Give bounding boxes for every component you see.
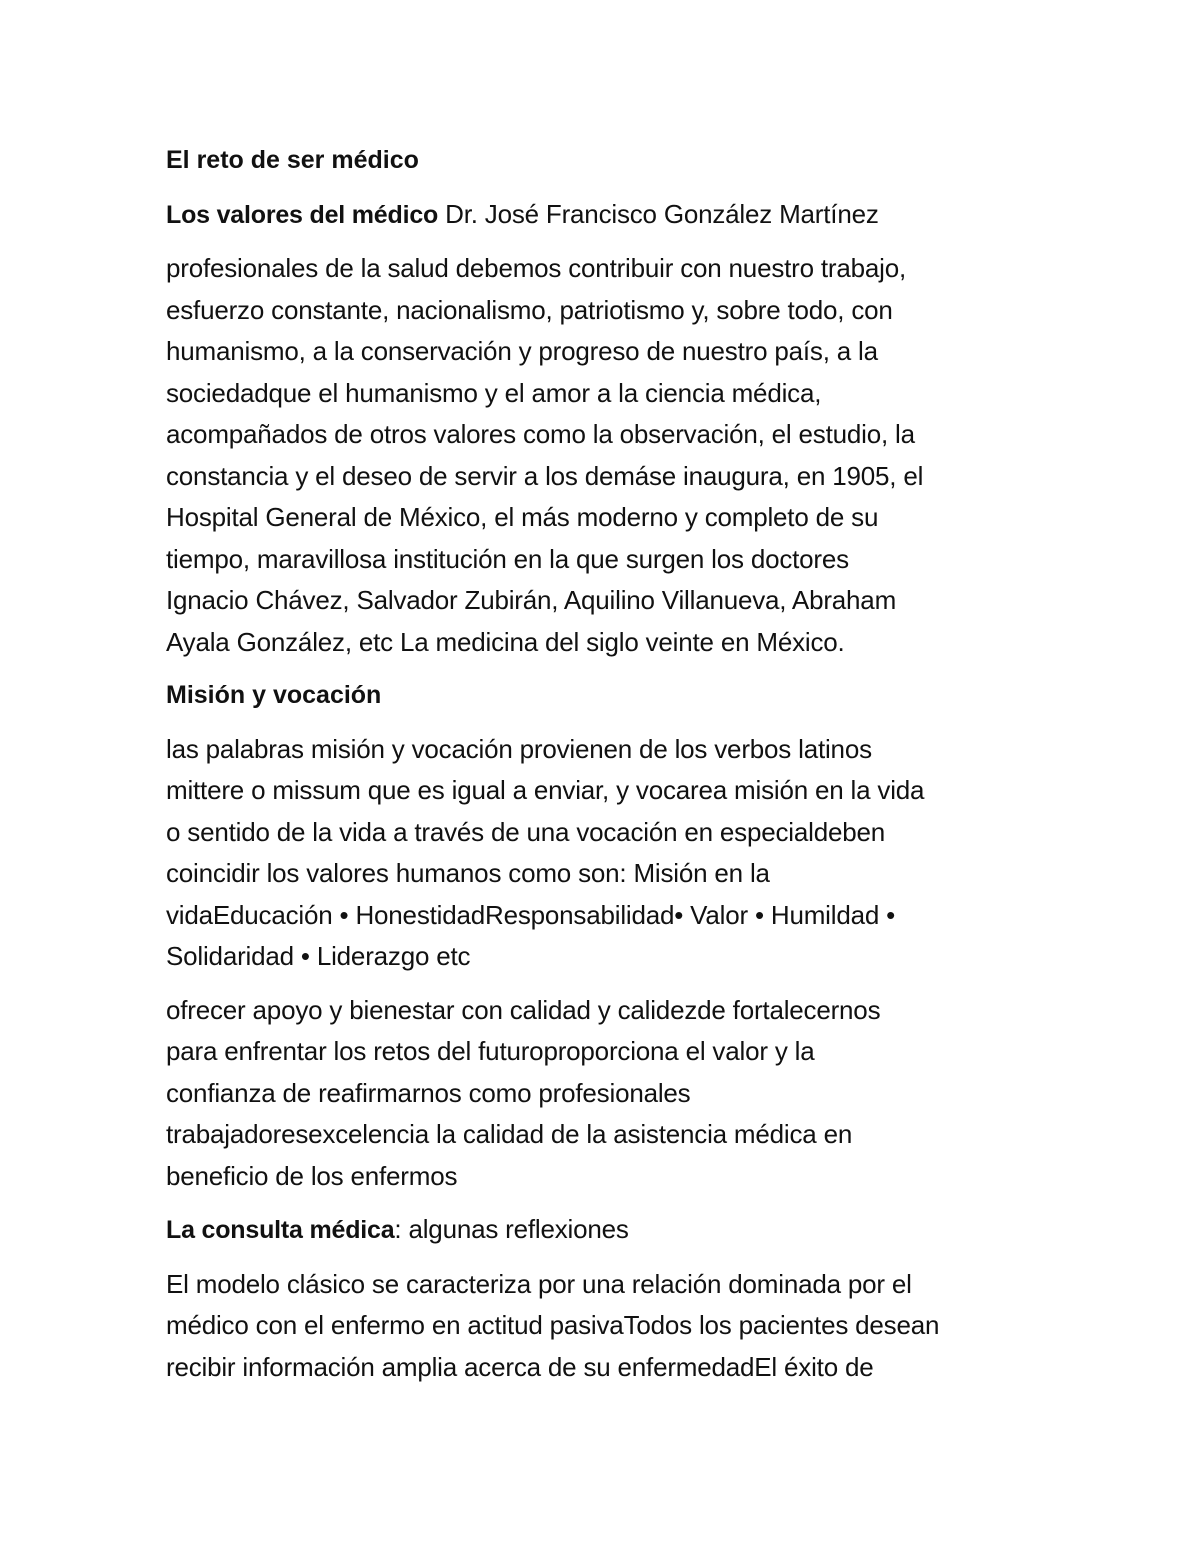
paragraph-mision bbox=[166, 729, 1046, 978]
paragraph-line: mittere o missum que es igual a enviar, y vocarea misión en la vida bbox=[166, 775, 925, 805]
section-heading-consulta bbox=[166, 1209, 1046, 1252]
section-heading-consulta-bold: La consulta médica bbox=[166, 1216, 395, 1244]
paragraph-line: ofrecer apoyo y bienestar con calidad y calidezde fortalecernos bbox=[166, 994, 881, 1025]
paragraph-apoyo bbox=[166, 990, 1046, 1198]
document-body bbox=[166, 140, 1046, 1400]
paragraph-line: tiempo, maravillosa institución en la que surgen los doctores bbox=[166, 543, 849, 574]
paragraph-line: El modelo clásico se caracteriza por una relación dominada por el bbox=[166, 1268, 912, 1299]
paragraph-line: médico con el enfermo en actitud pasivaTodos los pacientes desean bbox=[166, 1310, 940, 1340]
paragraph-line: para enfrentar los retos del futuroproporciona el valor y la bbox=[166, 1036, 815, 1066]
paragraph-line: recibir información amplia acerca de su enfermedadEl éxito de bbox=[166, 1351, 874, 1382]
paragraph-line: profesionales de la salud debemos contribuir con nuestro trabajo, bbox=[166, 253, 907, 283]
paragraph-line: Ignacio Chávez, Salvador Zubirán, Aquilino Villanueva, Abraham bbox=[166, 585, 897, 615]
section-heading-consulta-rest: : algunas reflexiones bbox=[394, 1214, 629, 1244]
paragraph-line: esfuerzo constante, nacionalismo, patriotismo y, sobre todo, con bbox=[166, 294, 893, 325]
paragraph-line: coincidir los valores humanos como son: Misión en la bbox=[166, 858, 770, 888]
paragraph-line: acompañados de otros valores como la observación, el estudio, la bbox=[166, 419, 915, 449]
paragraph-line: sociedadque el humanismo y el amor a la ciencia médica, bbox=[166, 377, 822, 408]
paragraph-line: las palabras misión y vocación provienen de los verbos latinos bbox=[166, 733, 872, 764]
paragraph-line: Solidaridad • Liderazgo etc bbox=[166, 941, 471, 971]
paragraph-line: confianza de reafirmarnos como profesionales bbox=[166, 1077, 691, 1108]
paragraph-consulta bbox=[166, 1264, 1046, 1389]
paragraph-valores bbox=[166, 248, 1046, 663]
paragraph-line: trabajadoresexcelencia la calidad de la asistencia médica en bbox=[166, 1119, 853, 1149]
paragraph-line: beneficio de los enfermos bbox=[166, 1160, 458, 1191]
paragraph-line: constancia y el deseo de servir a los demáse inaugura, en 1905, el bbox=[166, 460, 924, 491]
paragraph-line: Ayala González, etc La medicina del siglo veinte en México. bbox=[166, 626, 845, 657]
document-title: El reto de ser médico bbox=[166, 146, 419, 174]
paragraph-line: humanismo, a la conservación y progreso de nuestro país, a la bbox=[166, 336, 878, 366]
paragraph-line: o sentido de la vida a través de una vocación en especialdeben bbox=[166, 816, 886, 847]
section-heading-valores-bold: Los valores del médico bbox=[166, 200, 439, 229]
section-heading-valores-author: Dr. José Francisco González Martínez bbox=[438, 198, 879, 229]
paragraph-line: vidaEducación • HonestidadResponsabilidad• Valor • Humildad • bbox=[166, 899, 896, 930]
section-heading-mision: Misión y vocación bbox=[166, 681, 382, 709]
section-heading-valores bbox=[166, 194, 1046, 237]
paragraph-line: Hospital General de México, el más moderno y completo de su bbox=[166, 502, 879, 532]
